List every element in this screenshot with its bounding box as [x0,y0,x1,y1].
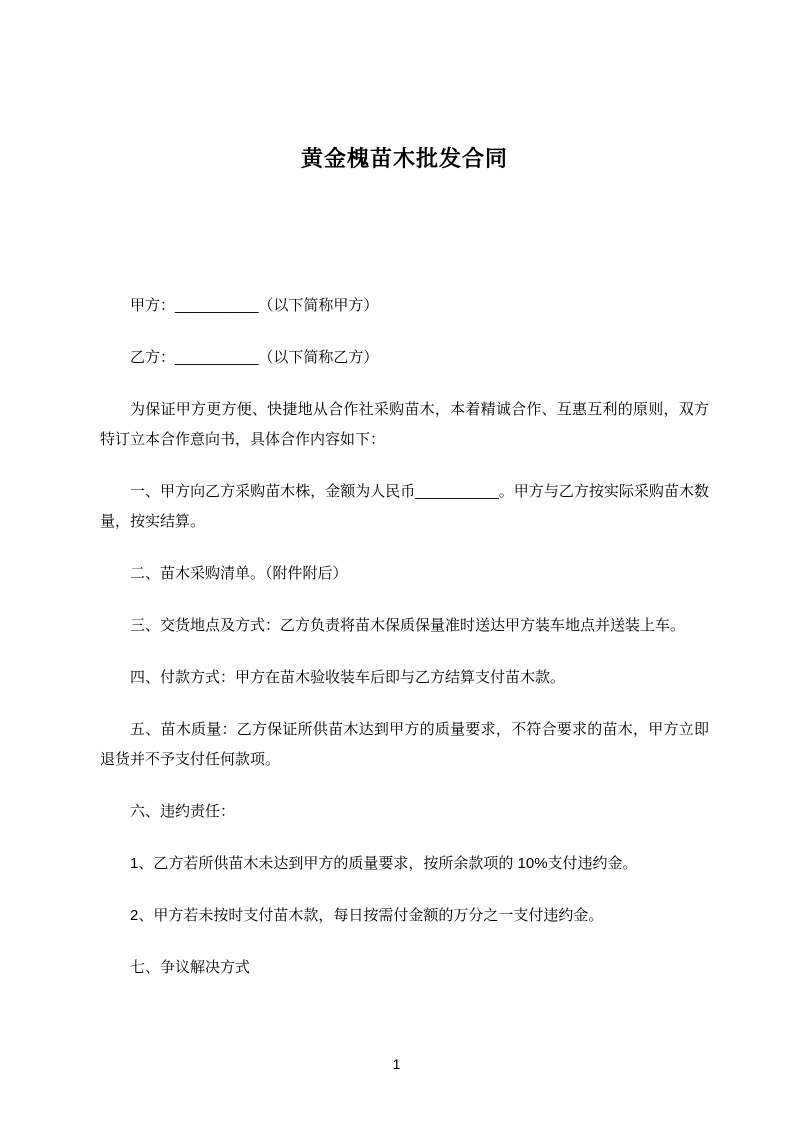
paragraph-clause-2: 二、苗木采购清单。（附件附后） [130,565,348,582]
paragraph-preamble: 为保证甲方更方便、快捷地从合作社采购苗木，本着精诚合作、互惠互利的原则，双方特订立本合作意向书，具体合作内容如下： [100,401,709,448]
paragraph-clause-3: 三、交货地点及方式：乙方负责将苗木保质保量准时送达甲方装车地点并送装上车。 [130,617,686,634]
paragraph-clause-5: 五、苗木质量：乙方保证所供苗木达到甲方的质量要求，不符合要求的苗木，甲方立即退货并不予支付任何款项。 [100,721,709,768]
paragraph-clause-4: 四、付款方式：甲方在苗木验收装车后即与乙方结算支付苗木款。 [130,669,566,686]
page-number: 1 [392,1056,401,1072]
paragraph-party-a: 甲方：__________（以下简称甲方） [130,297,379,314]
document-body [100,291,709,983]
document-title: 黄金槐苗木批发合同 [300,146,508,171]
paragraph-clause-6: 六、违约责任： [130,803,236,820]
paragraph-clause-7: 七、争议解决方式 [130,959,251,976]
paragraph-clause-6-item-1: 1、乙方若所供苗木未达到甲方的质量要求，按所余款项的 10%支付违约金。 [130,855,638,872]
paragraph-party-b: 乙方：__________（以下简称乙方） [130,349,379,366]
paragraph-clause-6-item-2: 2、甲方若未按时支付苗木款，每日按需付金额的万分之一支付违约金。 [130,907,604,924]
paragraph-clause-1: 一、甲方向乙方采购苗木株，金额为人民币__________。甲方与乙方按实际采购苗木数量，按实结算。 [100,483,709,530]
